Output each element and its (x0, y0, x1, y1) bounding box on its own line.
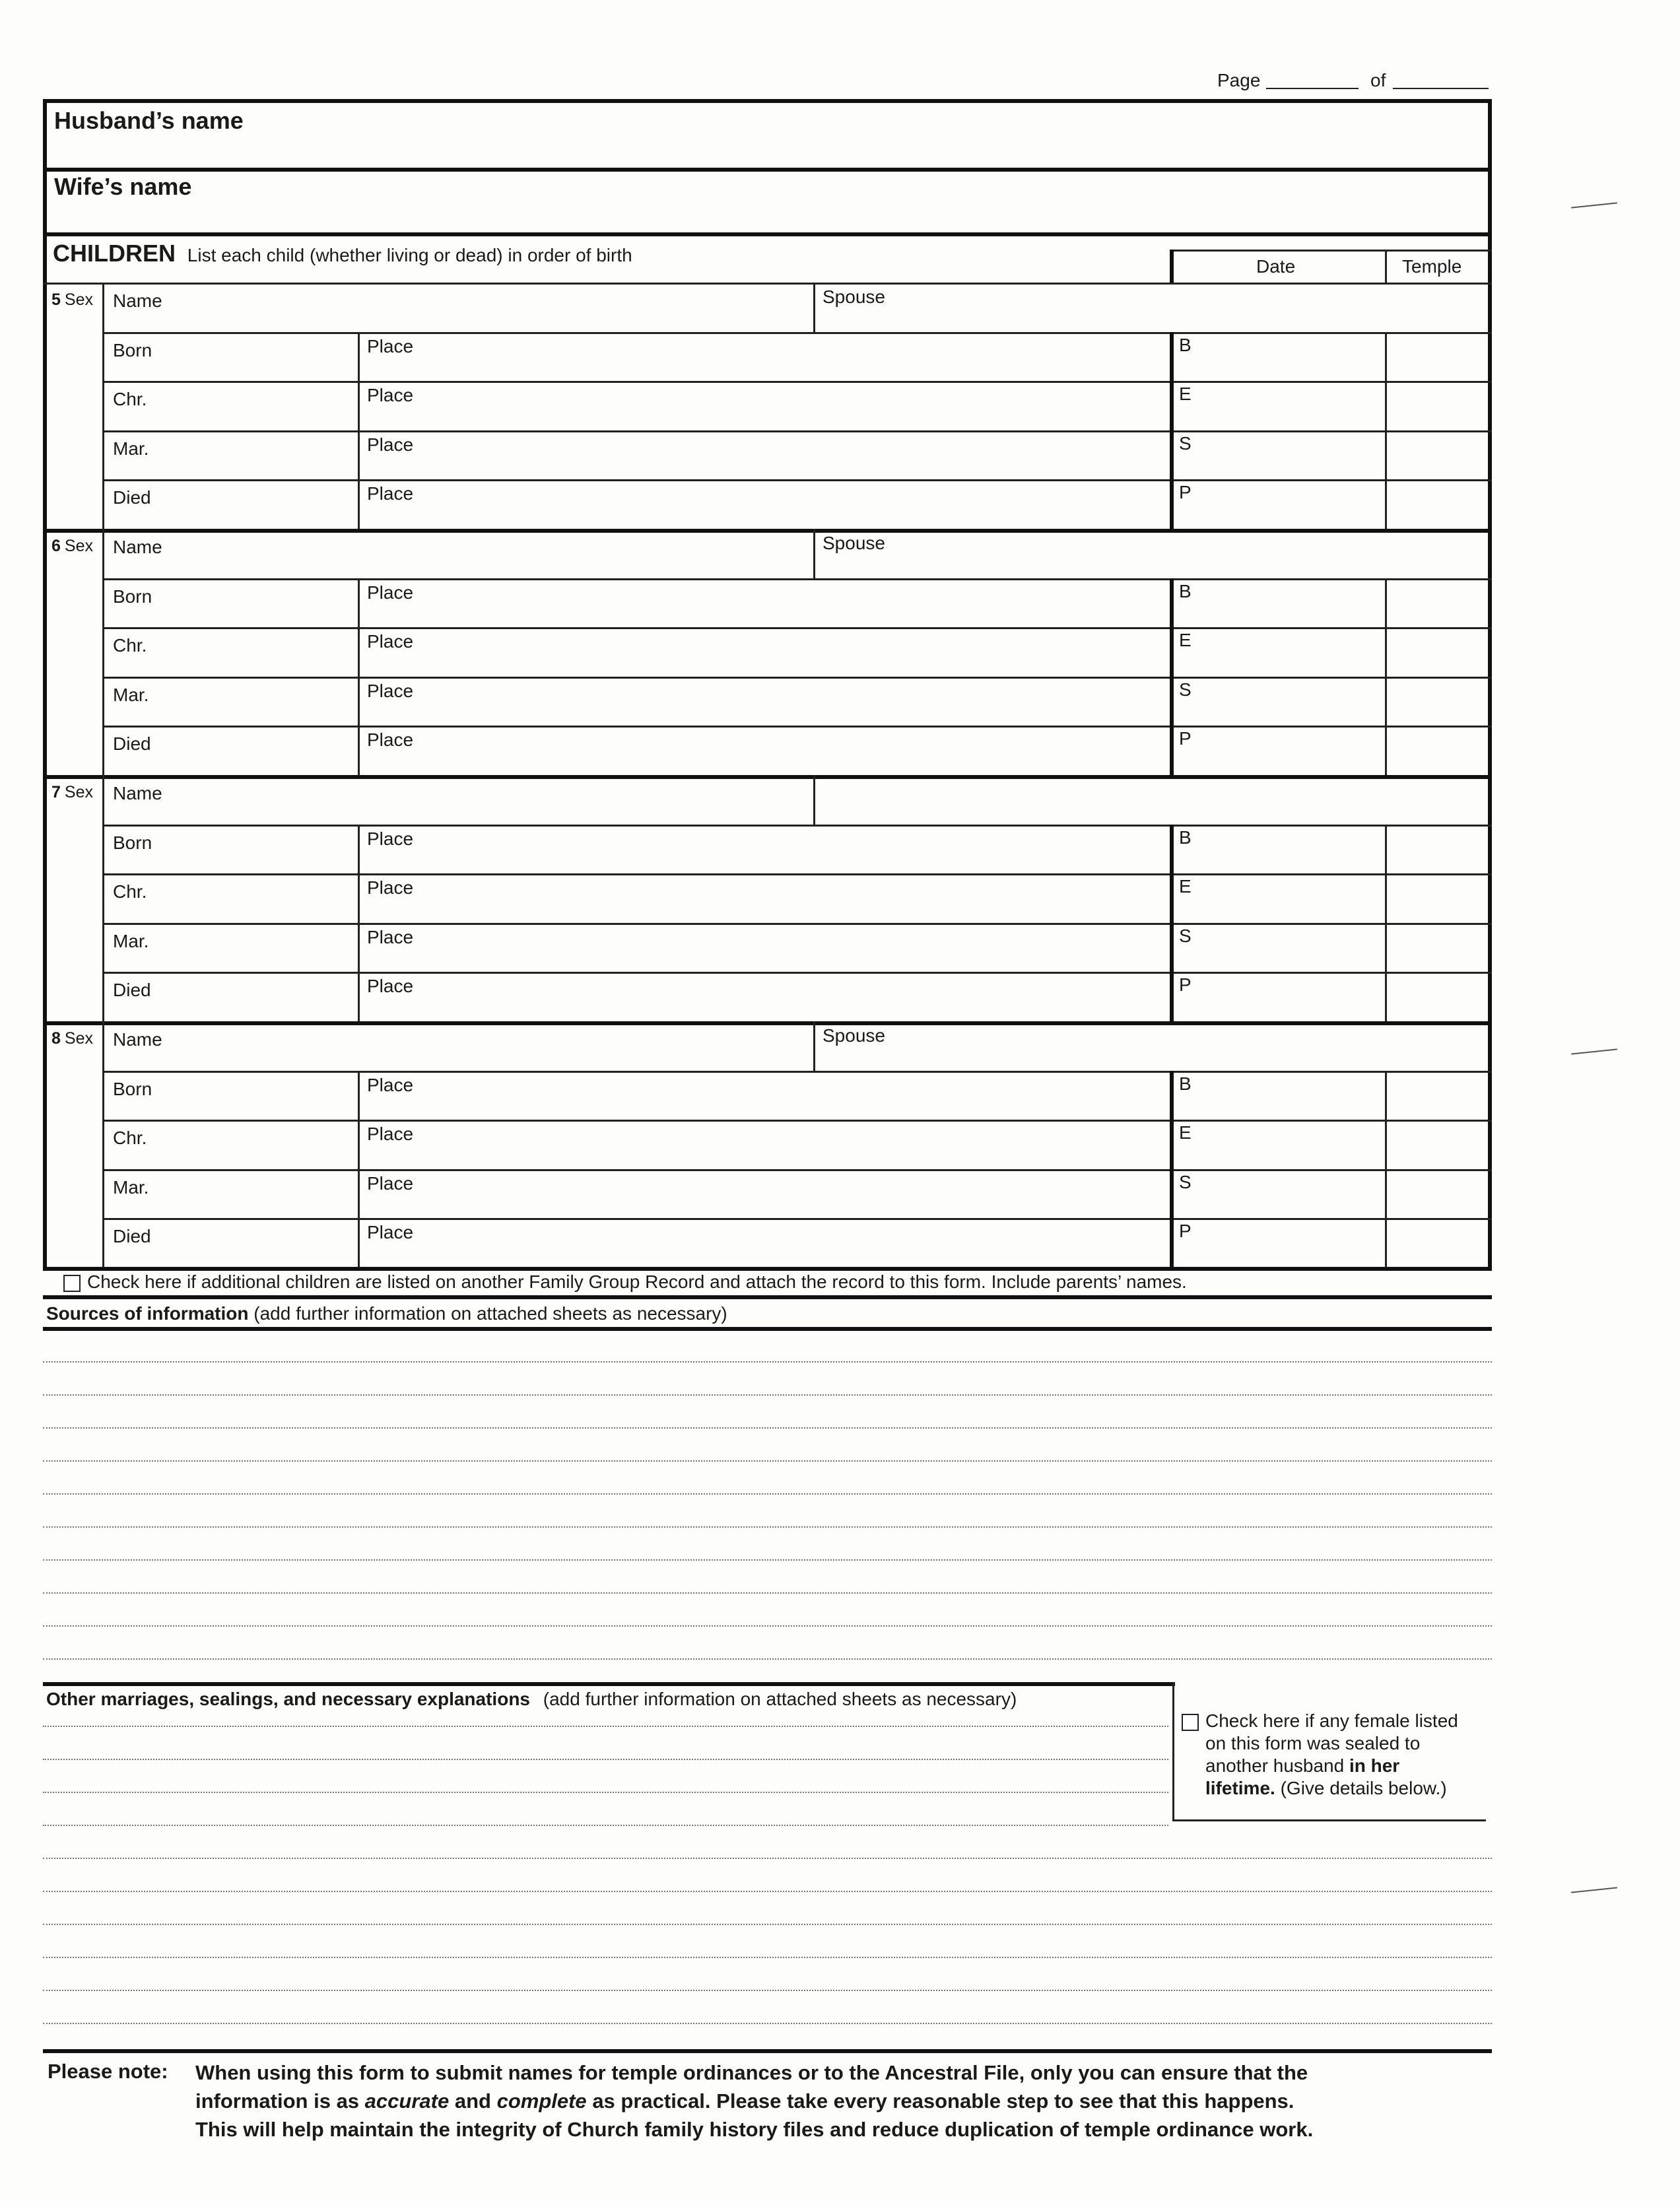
place-label: Place (367, 1074, 414, 1095)
writing-line[interactable] (43, 1592, 1492, 1594)
writing-line[interactable] (43, 1924, 1492, 1925)
additional-children-check[interactable] (63, 1273, 1187, 1292)
ordinance-temple-field[interactable] (1392, 876, 1485, 920)
temple-column-divider (1385, 923, 1387, 972)
ordinance-date-field[interactable] (1203, 728, 1378, 772)
event-label: Born (113, 832, 152, 853)
event-date-field[interactable] (188, 384, 351, 427)
temple-column-divider (1385, 726, 1387, 775)
ordinance-temple-field[interactable] (1392, 581, 1485, 625)
sex-label: Sex (64, 290, 93, 309)
ordinance-temple-field[interactable] (1392, 1122, 1485, 1166)
event-place-divider (358, 332, 360, 382)
ordinance-temple-field[interactable] (1392, 630, 1485, 673)
date-column-divider (1170, 479, 1174, 529)
place-label: Place (367, 729, 414, 750)
ordinance-label: S (1179, 1171, 1192, 1192)
event-place-field[interactable] (430, 926, 1163, 969)
ordinance-date-field[interactable] (1203, 433, 1378, 477)
event-place-field[interactable] (430, 728, 1163, 772)
ordinance-date-field[interactable] (1203, 335, 1378, 378)
ordinance-date-field[interactable] (1203, 679, 1378, 723)
children-title: CHILDREN (53, 240, 176, 267)
please-note-line-2: information is as accurate and complete as practical. Please take every reasonable step to see that this happens. (195, 2089, 1294, 2113)
date-column-divider (1170, 1218, 1174, 1268)
event-place-divider (358, 923, 360, 972)
event-row-divider (102, 923, 1492, 925)
please-note-line-1: When using this form to submit names for temple ordinances or to the Ancestral File, only you can ensure that the (195, 2061, 1308, 2084)
place-label: Place (367, 385, 414, 405)
page-of-label: of (1370, 70, 1386, 90)
binder-hole-mark (1571, 1887, 1617, 1893)
event-label: Died (113, 733, 151, 754)
child-name-label: Name (113, 290, 162, 311)
ordinance-label: E (1179, 384, 1192, 404)
page-number-field[interactable] (1266, 88, 1359, 89)
child-spouse-label: Spouse (823, 533, 885, 553)
ordinance-temple-field[interactable] (1392, 974, 1485, 1018)
temple-column-divider (1385, 825, 1387, 874)
ordinance-date-field[interactable] (1203, 630, 1378, 673)
event-label: Died (113, 980, 151, 1000)
event-label: Born (113, 1078, 152, 1099)
writing-line[interactable] (43, 1559, 1492, 1561)
date-column-divider (1170, 578, 1174, 628)
date-column-divider (1170, 1169, 1174, 1219)
child-spouse-field[interactable] (899, 1024, 1485, 1067)
sources-note: (add further information on attached sheets as necessary) (253, 1303, 727, 1324)
date-header-top (1170, 250, 1492, 252)
event-place-divider (358, 430, 360, 480)
event-date-field[interactable] (188, 581, 351, 625)
temple-column-divider (1385, 332, 1387, 382)
ordinance-date-field[interactable] (1203, 384, 1378, 427)
sources-title: Sources of information (46, 1303, 249, 1324)
ordinance-label: B (1179, 827, 1192, 848)
date-column-divider (1170, 923, 1174, 972)
female-check-line-3b: in her (1349, 1755, 1400, 1776)
writing-line[interactable] (43, 1759, 1168, 1760)
date-column-divider (1170, 1120, 1174, 1169)
ordinance-date-field[interactable] (1203, 482, 1378, 525)
writing-line[interactable] (43, 1891, 1492, 1892)
event-date-field[interactable] (188, 679, 351, 723)
event-row-divider (102, 332, 1492, 334)
writing-line[interactable] (43, 2023, 1492, 2024)
additional-children-text: Check here if additional children are listed on another Family Group Record and attach the record to this form. Include parents’ names. (87, 1271, 1187, 1292)
event-place-field[interactable] (430, 433, 1163, 477)
ordinance-date-field[interactable] (1203, 1073, 1378, 1117)
ordinance-temple-field[interactable] (1392, 926, 1485, 969)
date-column-divider (1170, 726, 1174, 775)
event-place-field[interactable] (430, 974, 1163, 1018)
place-label: Place (367, 434, 414, 455)
event-row-divider (102, 972, 1492, 974)
event-place-field[interactable] (430, 335, 1163, 378)
sex-label: Sex (64, 537, 93, 555)
child-name-field[interactable] (182, 285, 807, 329)
name-spouse-divider (813, 529, 815, 578)
writing-line[interactable] (43, 1427, 1492, 1429)
event-row-divider (102, 381, 1492, 383)
date-column-divider (1170, 825, 1174, 874)
children-instruction: List each child (whether living or dead) in order of birth (187, 245, 632, 265)
event-place-field[interactable] (430, 581, 1163, 625)
child-name-field[interactable] (182, 531, 807, 575)
event-row-divider (102, 627, 1492, 629)
writing-line[interactable] (43, 1658, 1492, 1660)
event-date-field[interactable] (188, 482, 351, 525)
temple-column-divider (1385, 479, 1387, 529)
place-label: Place (367, 1222, 414, 1242)
event-place-divider (358, 972, 360, 1021)
event-place-field[interactable] (430, 1221, 1163, 1264)
event-label: Mar. (113, 930, 149, 951)
sources-header (46, 1304, 727, 1323)
child-number-sex (51, 784, 93, 801)
event-date-field[interactable] (188, 433, 351, 477)
ordinance-temple-field[interactable] (1392, 1073, 1485, 1117)
event-row-divider (102, 677, 1492, 679)
writing-line[interactable] (43, 1394, 1492, 1396)
please-note-label: Please note: (48, 2060, 168, 2083)
sex-column-divider (102, 1021, 104, 1268)
event-place-divider (358, 627, 360, 677)
place-label: Place (367, 335, 414, 356)
ordinance-temple-field[interactable] (1392, 827, 1485, 871)
ordinance-label: B (1179, 580, 1192, 601)
ordinance-label: E (1179, 876, 1192, 897)
name-spouse-divider (813, 775, 815, 825)
temple-column-divider (1385, 627, 1387, 677)
date-column-divider (1170, 1071, 1174, 1120)
event-label: Died (113, 487, 151, 508)
event-row-divider (102, 1120, 1492, 1122)
writing-line[interactable] (43, 1460, 1492, 1462)
event-date-field[interactable] (188, 876, 351, 920)
wife-divider (43, 232, 1492, 236)
female-sealed-check[interactable] (1182, 1710, 1458, 1800)
child-number: 5 (51, 290, 61, 309)
ordinance-label: P (1179, 482, 1192, 502)
event-label: Died (113, 1226, 151, 1246)
event-label: Chr. (113, 1128, 147, 1148)
event-place-divider (358, 1218, 360, 1268)
date-column-divider (1170, 627, 1174, 677)
date-column-header: Date (1256, 256, 1296, 277)
event-date-field[interactable] (188, 1221, 351, 1264)
temple-column-divider (1385, 1120, 1387, 1169)
ordinance-label: S (1179, 679, 1192, 700)
event-row-divider (102, 430, 1492, 432)
place-label: Place (367, 483, 414, 504)
temple-column-divider (1385, 381, 1387, 430)
wife-name-field[interactable] (251, 172, 1479, 231)
event-place-divider (358, 1071, 360, 1120)
other-title: Other marriages, sealings, and necessary explanations (46, 1689, 530, 1709)
event-place-divider (358, 479, 360, 529)
place-label: Place (367, 631, 414, 652)
event-label: Mar. (113, 438, 149, 459)
place-label: Place (367, 1124, 414, 1144)
child-number-sex (51, 1031, 93, 1047)
temple-column-divider (1385, 1071, 1387, 1120)
temple-column-divider (1385, 677, 1387, 726)
child-number: 8 (51, 1029, 61, 1048)
sex-column-divider (102, 529, 104, 775)
writing-line[interactable] (43, 1825, 1168, 1826)
event-row-divider (102, 873, 1492, 875)
event-row-divider (102, 726, 1492, 728)
child-number-sex (51, 538, 93, 555)
date-column-divider (1170, 430, 1174, 480)
event-place-field[interactable] (430, 1073, 1163, 1117)
event-label: Born (113, 339, 152, 360)
event-row-divider (102, 479, 1492, 481)
event-place-divider (358, 873, 360, 923)
temple-column-divider (1385, 430, 1387, 480)
event-place-divider (358, 381, 360, 430)
writing-line[interactable] (43, 1726, 1168, 1727)
event-date-field[interactable] (188, 335, 351, 378)
event-row-divider (102, 1071, 1492, 1073)
ordinance-date-field[interactable] (1203, 876, 1378, 920)
binder-hole-mark (1571, 202, 1617, 208)
female-check-line-2: on this form was sealed to (1205, 1733, 1421, 1753)
female-check-line-4b: (Give details below.) (1280, 1778, 1447, 1798)
date-column-divider (1170, 972, 1174, 1021)
temple-column-header: Temple (1402, 256, 1462, 277)
ordinance-label: E (1179, 630, 1192, 650)
husband-name-label: Husband’s name (54, 107, 244, 134)
child-name-field[interactable] (182, 778, 807, 821)
event-row-divider (102, 1169, 1492, 1171)
event-place-field[interactable] (430, 1122, 1163, 1166)
sex-column-divider (102, 283, 104, 529)
event-date-field[interactable] (188, 926, 351, 969)
event-label: Chr. (113, 635, 147, 656)
date-column-divider (1170, 677, 1174, 726)
sex-label: Sex (64, 1029, 93, 1048)
ordinance-label: E (1179, 1122, 1192, 1143)
ordinance-date-field[interactable] (1203, 1221, 1378, 1264)
writing-line[interactable] (43, 1526, 1492, 1528)
child-name-field[interactable] (182, 1024, 807, 1067)
other-top-rule (43, 1682, 1175, 1686)
sex-column-divider (102, 775, 104, 1021)
child-number: 7 (51, 783, 61, 801)
event-place-divider (358, 1169, 360, 1219)
husband-name-field[interactable] (251, 106, 1479, 165)
writing-line[interactable] (43, 1990, 1492, 1991)
ordinance-temple-field[interactable] (1392, 1221, 1485, 1264)
event-label: Mar. (113, 1176, 149, 1198)
event-place-field[interactable] (430, 679, 1163, 723)
event-place-field[interactable] (430, 827, 1163, 871)
place-label: Place (367, 877, 414, 898)
writing-line[interactable] (43, 1625, 1492, 1627)
name-spouse-divider (813, 283, 815, 332)
page-total-field[interactable] (1393, 88, 1489, 89)
ordinance-temple-field[interactable] (1392, 335, 1485, 378)
writing-line[interactable] (43, 1361, 1492, 1363)
ordinance-label: P (1179, 1221, 1192, 1241)
event-date-field[interactable] (188, 630, 351, 673)
child-block-divider (43, 283, 1492, 285)
female-box-bottom (1172, 1819, 1486, 1821)
event-date-field[interactable] (188, 1122, 351, 1166)
date-column-divider (1170, 332, 1174, 382)
writing-line[interactable] (43, 1792, 1168, 1793)
event-row-divider (102, 825, 1492, 827)
child-name-label: Name (113, 1029, 162, 1050)
event-place-field[interactable] (430, 876, 1163, 920)
event-date-field[interactable] (188, 728, 351, 772)
place-label: Place (367, 926, 414, 947)
ordinance-temple-field[interactable] (1392, 728, 1485, 772)
event-place-field[interactable] (430, 1172, 1163, 1215)
page-label: Page (1217, 70, 1261, 90)
child-number: 6 (51, 537, 61, 555)
event-date-field[interactable] (188, 1172, 351, 1215)
event-place-divider (358, 825, 360, 874)
binder-hole-mark (1571, 1048, 1617, 1054)
date-column-divider (1170, 381, 1174, 430)
ordinance-temple-field[interactable] (1392, 1172, 1485, 1215)
event-date-field[interactable] (188, 974, 351, 1018)
temple-column-divider (1385, 1218, 1387, 1268)
event-row-divider (102, 578, 1492, 580)
event-label: Chr. (113, 881, 147, 902)
female-check-line-3a: another husband (1205, 1755, 1345, 1776)
ordinance-label: B (1179, 1073, 1192, 1094)
temple-column-divider (1385, 1169, 1387, 1219)
temple-column-divider (1385, 873, 1387, 923)
event-label: Born (113, 586, 152, 607)
child-spouse-field[interactable] (899, 285, 1485, 329)
female-check-line-1: Check here if any female listed (1205, 1710, 1458, 1731)
female-box-left (1172, 1682, 1174, 1821)
event-place-divider (358, 1120, 360, 1169)
child-name-label: Name (113, 783, 162, 803)
event-place-divider (358, 677, 360, 726)
child-name-label: Name (113, 537, 162, 557)
ordinance-label: P (1179, 728, 1192, 749)
writing-line[interactable] (43, 1957, 1492, 1958)
ordinance-date-field[interactable] (1203, 827, 1378, 871)
event-row-divider (102, 1218, 1492, 1220)
sources-header-rule (43, 1327, 1492, 1331)
date-temple-divider (1385, 250, 1387, 283)
ordinance-label: B (1179, 334, 1192, 355)
event-place-field[interactable] (430, 482, 1163, 525)
ordinance-date-field[interactable] (1203, 926, 1378, 969)
please-note-text (195, 2058, 1313, 2144)
other-note: (add further information on attached sheets as necessary) (543, 1689, 1017, 1709)
ordinance-date-field[interactable] (1203, 1122, 1378, 1166)
child-spouse-label: Spouse (823, 287, 885, 307)
place-label: Place (367, 976, 414, 996)
sources-top-rule (43, 1295, 1492, 1299)
event-label: Chr. (113, 389, 147, 409)
ordinance-date-field[interactable] (1203, 1172, 1378, 1215)
child-spouse-field[interactable] (899, 778, 1485, 821)
place-label: Place (367, 828, 414, 849)
place-label: Place (367, 680, 414, 701)
name-spouse-divider (813, 1021, 815, 1071)
temple-column-divider (1385, 972, 1387, 1021)
writing-line[interactable] (43, 1858, 1492, 1859)
ordinance-temple-field[interactable] (1392, 433, 1485, 477)
place-label: Place (367, 1172, 414, 1194)
child-number-sex (51, 292, 93, 308)
other-header (46, 1690, 1017, 1709)
ordinance-temple-field[interactable] (1392, 482, 1485, 525)
checkbox-icon[interactable] (1182, 1714, 1199, 1731)
event-label: Mar. (113, 684, 149, 705)
children-heading (53, 242, 632, 265)
child-spouse-field[interactable] (899, 531, 1485, 575)
date-header-left (1170, 250, 1174, 283)
ordinance-date-field[interactable] (1203, 581, 1378, 625)
event-date-field[interactable] (188, 827, 351, 871)
ordinance-temple-field[interactable] (1392, 679, 1485, 723)
temple-column-divider (1385, 578, 1387, 628)
event-place-field[interactable] (430, 630, 1163, 673)
ordinance-temple-field[interactable] (1392, 384, 1485, 427)
place-label: Place (367, 582, 414, 603)
child-spouse-label: Spouse (823, 1025, 885, 1046)
sex-label: Sex (64, 783, 93, 801)
ordinance-date-field[interactable] (1203, 974, 1378, 1018)
please-note-line-3: This will help maintain the integrity of Church family history files and reduce duplication of temple ordinance work. (195, 2118, 1314, 2141)
event-place-divider (358, 578, 360, 628)
event-date-field[interactable] (188, 1073, 351, 1117)
event-place-field[interactable] (430, 384, 1163, 427)
writing-line[interactable] (43, 1493, 1492, 1495)
date-column-divider (1170, 873, 1174, 923)
ordinance-label: S (1179, 925, 1192, 946)
ordinance-label: P (1179, 974, 1192, 995)
note-top-rule (43, 2049, 1492, 2053)
wife-name-label: Wife’s name (54, 173, 192, 200)
ordinance-label: S (1179, 432, 1192, 454)
checkbox-icon[interactable] (63, 1275, 81, 1292)
event-place-divider (358, 726, 360, 775)
female-check-line-4a: lifetime. (1205, 1778, 1275, 1798)
